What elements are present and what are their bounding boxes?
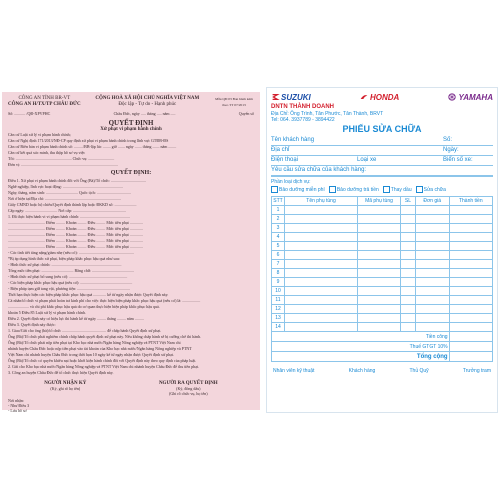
table-cell[interactable]: [285, 287, 358, 296]
table-cell[interactable]: [415, 260, 449, 269]
body-line: ..................................... Điểm ......... Khoản ......... Điều ......... Mức tiền phạt .............: [8, 238, 143, 243]
table-cell[interactable]: [449, 323, 492, 332]
phone-row: [271, 156, 493, 166]
customer-request-field[interactable]: Yêu cầu sửa chữa của khách hàng:: [271, 167, 367, 173]
service-label: Thay dầu: [390, 187, 412, 193]
row-number: 13: [272, 314, 285, 323]
table-cell[interactable]: [401, 305, 416, 314]
number-date-row: [8, 111, 254, 117]
vat-amount[interactable]: [449, 342, 492, 352]
form-header: [8, 96, 254, 108]
body-line: Ông (Bà)/Tổ chức phải nộp tiền phạt tại Kho bạc nhà nước/Ngân hàng Nông nghiệp và PTNT Việt Nam chi: [8, 340, 181, 345]
decider-note: (Ký, đóng dấu): [176, 386, 201, 391]
form-title: QUYẾT ĐỊNH: [108, 119, 154, 127]
table-cell[interactable]: [401, 314, 416, 323]
table-cell[interactable]: [285, 224, 358, 233]
table-row: [272, 287, 493, 296]
honda-name: HONDA: [369, 92, 400, 102]
body-line: Ông (Bà)/Tổ chức có quyền khiếu nại hoặc khởi kiện hành chính đối với Quyết định này theo quy định của pháp luật.: [8, 358, 197, 363]
row-number: 1: [272, 206, 285, 215]
table-cell[interactable]: [285, 206, 358, 215]
row-number: 2: [272, 215, 285, 224]
table-cell[interactable]: [401, 242, 416, 251]
table-row: [272, 215, 493, 224]
row-number: 11: [272, 296, 285, 305]
honda-wing-icon: [360, 93, 368, 101]
suzuki-s-icon: [271, 93, 279, 101]
table-cell[interactable]: [449, 296, 492, 305]
decision-heading: QUYẾT ĐỊNH:: [110, 170, 152, 176]
col-unit-price: Đơn giá: [415, 197, 449, 206]
technician-signature: Nhân viên kỹ thuật: [273, 368, 315, 374]
table-cell[interactable]: [285, 278, 358, 287]
basis-line: Tôi: ........................................................ Chức vụ: ..........................: [8, 156, 115, 161]
table-cell[interactable]: [449, 215, 492, 224]
table-cell[interactable]: [449, 269, 492, 278]
table-cell[interactable]: [285, 233, 358, 242]
body-line: 1. Giao/Gửi cho ông (bà)/tổ chức ............................................ để chấp hành Quyết định xử phạt.: [8, 328, 162, 333]
table-row: [272, 296, 493, 305]
body-line: Ngày, tháng, năm sinh: ................................ Quốc tịch: ..................................: [8, 190, 131, 195]
table-cell[interactable]: [401, 206, 416, 215]
table-cell[interactable]: [401, 260, 416, 269]
table-row: [272, 323, 493, 332]
service-type-label: Phần loại dịch vụ:: [271, 179, 311, 185]
service-label: Bảo dưỡng trả tiền: [336, 187, 379, 193]
receiver-note: (Ký, ghi rõ họ tên): [50, 386, 81, 391]
receiver-signature: [44, 380, 86, 396]
table-row: [272, 314, 493, 323]
total-row: [272, 352, 493, 362]
form-subtitle: Xử phạt vi phạm hành chính: [100, 127, 162, 132]
body-line: ..................... và chi phí khắc phục hậu quả do cơ quan thực hiện biện pháp khắc phục hậu quả.: [8, 304, 160, 309]
parts-table-header: [272, 197, 493, 206]
vehicle-type-field[interactable]: Loại xe: [357, 157, 377, 163]
table-cell[interactable]: [415, 305, 449, 314]
plate-number-field[interactable]: Biển số xe:: [443, 157, 473, 163]
row-number: 3: [272, 224, 285, 233]
body-line: Cá nhân/tổ chức vi phạm phải hoàn trả kinh phí cho việc thực hiện biện pháp khắc phục hậu quả (nếu có) là: ..................: [8, 298, 201, 303]
repair-order-form: [266, 87, 498, 413]
row-number: 8: [272, 269, 285, 278]
row-number: 12: [272, 305, 285, 314]
recipient-2: - Lưu hồ sơ: [8, 408, 27, 413]
yamaha-tuning-fork-icon: [448, 93, 456, 101]
body-line: - Các tình tiết tăng nặng/giảm nhẹ (nếu có): .......................................................: [8, 250, 134, 255]
customer-name-field[interactable]: Tên khách hàng: [271, 137, 315, 143]
body-line: ..................................... Điểm ......... Khoản ......... Điều ......... Mức tiền phạt .............: [8, 232, 143, 237]
company-address: Địa Chỉ: Ông Trình, Tân Phước, Tân Thành, BRVT: [271, 111, 384, 117]
table-cell[interactable]: [449, 233, 492, 242]
total-label: Tổng cộng: [272, 352, 450, 362]
legal-basis: [8, 132, 254, 168]
basis-line: Căn cứ kết quả xác minh, thu thập hồ sơ vụ việc: [8, 150, 86, 155]
yamaha-logo: [448, 93, 493, 102]
issuer-line-1: CÔNG AN TỈNH BR-VT: [18, 96, 71, 101]
table-cell[interactable]: [358, 233, 401, 242]
decider-title: NGƯỜI RA QUYẾT ĐỊNH: [158, 381, 218, 386]
address-row: [271, 146, 493, 156]
basis-line: Căn cứ Luật xử lý vi phạm hành chính;: [8, 132, 71, 137]
table-cell[interactable]: [401, 215, 416, 224]
checkbox-icon[interactable]: [271, 186, 278, 193]
body-line: Thời hạn thực hiện các biện pháp khắc phục hậu quả ............. kể từ ngày nhận được Quyết định này.: [8, 292, 169, 297]
table-cell[interactable]: [401, 269, 416, 278]
table-cell[interactable]: [415, 278, 449, 287]
body-line: - Hình thức xử phạt bổ sung (nếu có): ..........................................................: [8, 274, 128, 279]
body-line: Nơi ở hiện tại/Địa chỉ: ............................................................................: [8, 196, 121, 201]
table-cell[interactable]: [415, 215, 449, 224]
recipient-1: - Như Điều 3: [8, 403, 30, 408]
suzuki-logo: [271, 93, 311, 102]
table-cell[interactable]: [401, 287, 416, 296]
table-cell[interactable]: [415, 206, 449, 215]
body-line: Giấy CMND hoặc hộ chiếu/Quyết định thành lập hoặc ĐKKD số: ......................: [8, 202, 137, 207]
phone-field[interactable]: Điện thoại: [271, 157, 299, 163]
form-number-field[interactable]: Số:: [443, 137, 453, 143]
table-cell[interactable]: [358, 314, 401, 323]
row-number: 4: [272, 233, 285, 242]
motto-line-2: Độc lập - Tự do - Hạnh phúc: [118, 102, 177, 107]
col-amount: Thành tiền: [449, 197, 492, 206]
service-oil-change[interactable]: [383, 186, 412, 194]
body-line: ..................................... Điểm ......... Khoản ......... Điều ......... Mức tiền phạt .............: [8, 244, 143, 249]
table-cell[interactable]: [449, 314, 492, 323]
recipients-note: [8, 398, 254, 413]
service-label: Sửa chữa: [423, 187, 446, 193]
company-phone: Tel: 064. 3937789 - 3894422: [271, 117, 335, 123]
cashier-signature: Thủ Quỹ: [409, 368, 429, 374]
checkbox-icon[interactable]: [383, 186, 390, 193]
issuer-line-2: CÔNG AN H/TX/TP CHÂU ĐỨC: [8, 102, 81, 107]
body-line: Điều 3. Quyết định này được:: [8, 322, 56, 327]
body-line: 2. Gửi cho Kho bạc nhà nước/Ngân hàng Nông nghiệp và PTNT Việt Nam chi nhánh huyện Châu Đức để thu tiền phạt.: [8, 364, 200, 369]
service-free-maintenance[interactable]: [271, 186, 325, 194]
body-line: Điều 1. Xử phạt vi phạm hành chính đối với Ông (Bà)/Tổ chức: ...................................: [8, 178, 147, 183]
table-cell[interactable]: [415, 314, 449, 323]
address-field[interactable]: Địa chỉ: [271, 147, 290, 153]
row-number: 9: [272, 278, 285, 287]
table-cell[interactable]: [285, 215, 358, 224]
table-cell[interactable]: [415, 296, 449, 305]
table-cell[interactable]: [358, 323, 401, 332]
table-cell[interactable]: [449, 242, 492, 251]
table-cell[interactable]: [449, 206, 492, 215]
brand-logos: [271, 90, 493, 104]
body-line: - Hình thức xử phạt chính: ......................................................................: [8, 262, 122, 267]
table-cell[interactable]: [358, 260, 401, 269]
body-line: 3. Công an huyện Châu Đức để tổ chức thực hiện Quyết định này.: [8, 370, 114, 375]
body-line: khoản 5 Điều 85 Luật xử lý vi phạm hành chính.: [8, 310, 86, 315]
vat-label: Thuế GTGT 10%: [272, 342, 450, 352]
customer-row: [271, 136, 493, 146]
row-number: 5: [272, 242, 285, 251]
receiver-title: NGƯỜI NHẬN KÝ: [44, 381, 87, 386]
col-part-name: Tên phụ tùng: [285, 197, 358, 206]
national-motto: [95, 96, 199, 108]
table-cell[interactable]: [449, 278, 492, 287]
table-cell[interactable]: [401, 323, 416, 332]
table-cell[interactable]: [449, 287, 492, 296]
signature-block: [8, 380, 254, 396]
company-name: DNTN THÀNH DOANH: [271, 104, 334, 110]
labor-amount[interactable]: [449, 332, 492, 342]
decision-body: [8, 178, 254, 376]
body-line: Cấp ngày: ................................ Nơi cấp: .....................................................: [8, 208, 127, 213]
table-cell[interactable]: [401, 224, 416, 233]
body-line: *Bị áp dụng hình thức xử phạt, biện pháp khắc phục hậu quả như sau:: [8, 256, 120, 261]
table-cell[interactable]: [358, 287, 401, 296]
table-cell[interactable]: [415, 224, 449, 233]
table-cell[interactable]: [358, 224, 401, 233]
col-part-code: Mã phụ tùng: [358, 197, 401, 206]
checkbox-icon[interactable]: [416, 186, 423, 193]
table-cell[interactable]: [285, 323, 358, 332]
request-blank-row: [271, 176, 493, 177]
table-cell[interactable]: [285, 296, 358, 305]
table-cell[interactable]: [415, 242, 449, 251]
table-row: [272, 206, 493, 215]
signature-row: [271, 368, 493, 374]
honda-logo: [360, 93, 399, 102]
table-row: [272, 278, 493, 287]
checkbox-icon[interactable]: [329, 186, 336, 193]
table-cell[interactable]: [285, 314, 358, 323]
traffic-violation-form: [2, 92, 260, 413]
table-cell[interactable]: [415, 287, 449, 296]
table-row: [272, 242, 493, 251]
table-cell[interactable]: [415, 269, 449, 278]
table-cell[interactable]: [358, 296, 401, 305]
table-cell[interactable]: [449, 260, 492, 269]
table-cell[interactable]: [401, 251, 416, 260]
body-line: nhánh huyện Châu Đức hoặc nộp tiền phạt vào tài khoản của Kho bạc nhà nước/Ngân hàng Nông nghiệp và PTNT: [8, 346, 192, 351]
customer-signature: Khách hàng: [348, 368, 376, 374]
date-field[interactable]: Ngày:: [443, 147, 459, 153]
table-cell[interactable]: [285, 269, 358, 278]
table-cell[interactable]: [449, 251, 492, 260]
table-row: [272, 269, 493, 278]
col-qty: SL: [401, 197, 416, 206]
labor-label: Tiền công: [272, 332, 450, 342]
basis-line: Đơn vị: .................................................................................................: [8, 162, 119, 167]
table-cell[interactable]: [358, 278, 401, 287]
table-cell[interactable]: [358, 269, 401, 278]
row-number: 14: [272, 323, 285, 332]
request-row: [271, 166, 493, 176]
body-line: Ông (Bà)/Tổ chức phải nghiêm chỉnh chấp hành quyết định xử phạt này. Nếu không chấp hành sẽ bị cưỡng chế thi hành.: [8, 334, 201, 339]
basis-line: Căn cứ Nghị định 171/2013/NĐ-CP quy định xử phạt vi phạm hành chính trong lĩnh vực GTĐB-ĐS: [8, 138, 169, 143]
table-row: [272, 251, 493, 260]
table-cell[interactable]: [358, 206, 401, 215]
repair-form-title: PHIẾU SỬA CHỮA: [342, 124, 422, 134]
body-line: Nghề nghiệp, lĩnh vực hoạt động: ............................................................: [8, 184, 123, 189]
table-cell[interactable]: [415, 251, 449, 260]
service-repair[interactable]: [416, 186, 446, 194]
recipients-label: Nơi nhận:: [8, 398, 25, 403]
basis-line: Căn cứ Biên bản vi phạm hành chính số: ........./BB-lập lúc ........ giờ ....... ngày ....... tháng ....... năm ........: [8, 144, 177, 149]
decider-signature: [159, 380, 218, 396]
table-cell[interactable]: [401, 233, 416, 242]
body-line: 1. Đã thực hiện hành vi vi phạm hành chính: ..................................................: [8, 214, 131, 219]
station-chief-signature: Trưởng tram: [462, 368, 491, 374]
yamaha-name: YAMAHA: [458, 92, 493, 102]
vat-row: [272, 342, 493, 352]
decider-note-2: (Ghi rõ chức vụ, họ tên): [169, 391, 208, 396]
table-cell[interactable]: [285, 251, 358, 260]
table-row: [272, 224, 493, 233]
body-line: ..................................... Điểm ......... Khoản ......... Điều ......... Mức tiền phạt .............: [8, 226, 143, 231]
table-cell[interactable]: [449, 305, 492, 314]
table-cell[interactable]: [285, 305, 358, 314]
body-line: ..................................... Điểm ......... Khoản ......... Điều ......... Mức tiền phạt .............: [8, 220, 143, 225]
body-line: Tổng mức tiền phạt: ................................ Bằng chữ: ..........................................: [8, 268, 134, 273]
row-number: 7: [272, 260, 285, 269]
table-cell[interactable]: [449, 224, 492, 233]
table-cell[interactable]: [401, 278, 416, 287]
issuer-block: [8, 96, 81, 108]
table-cell[interactable]: [415, 233, 449, 242]
service-label: Bảo dưỡng miễn phí: [279, 187, 325, 193]
row-number: 6: [272, 251, 285, 260]
parts-table: [271, 196, 493, 362]
table-cell[interactable]: [358, 305, 401, 314]
body-line: - Các biện pháp khắc phục hậu quả (nếu có): ....................................................: [8, 280, 133, 285]
table-row: [272, 305, 493, 314]
motto-line-1: CỘNG HOÀ XÃ HỘI CHỦ NGHĨA VIỆT NAM: [95, 96, 200, 101]
service-options: [271, 186, 493, 194]
body-line: - Biện pháp tạm giữ tang vật, phương tiện: .....................................................: [8, 286, 131, 291]
decision-number: Số: ........... /QĐ-XPVPHC: [8, 111, 51, 116]
body-line: Điều 2. Quyết định này có hiệu lực thi hành kể từ ngày ......... tháng ......... năm .........: [8, 316, 144, 321]
table-cell[interactable]: [401, 296, 416, 305]
form-code: Mẫu QĐ 03 Ban hành kèm theo TT 07/2013: [215, 97, 253, 107]
table-cell[interactable]: [358, 251, 401, 260]
table-cell[interactable]: [285, 242, 358, 251]
table-row: [272, 233, 493, 242]
table-cell[interactable]: [415, 323, 449, 332]
service-paid-maintenance[interactable]: [329, 186, 379, 194]
row-number: 10: [272, 287, 285, 296]
table-cell[interactable]: [285, 260, 358, 269]
total-amount[interactable]: [449, 352, 492, 362]
labor-row: [272, 332, 493, 342]
table-cell[interactable]: [358, 215, 401, 224]
table-row: [272, 260, 493, 269]
body-line: Việt Nam chi nhánh huyện Châu Đức trong thời hạn 10 ngày kể từ ngày nhận được Quyết định xử phạt.: [8, 352, 175, 357]
table-cell[interactable]: [358, 242, 401, 251]
place-date: Châu Đức, ngày ..... tháng ..... năm .....: [113, 111, 176, 116]
col-stt: STT: [273, 198, 283, 204]
suzuki-name: SUZUKI: [281, 92, 311, 102]
volume-number: Quyển số: [238, 111, 254, 116]
